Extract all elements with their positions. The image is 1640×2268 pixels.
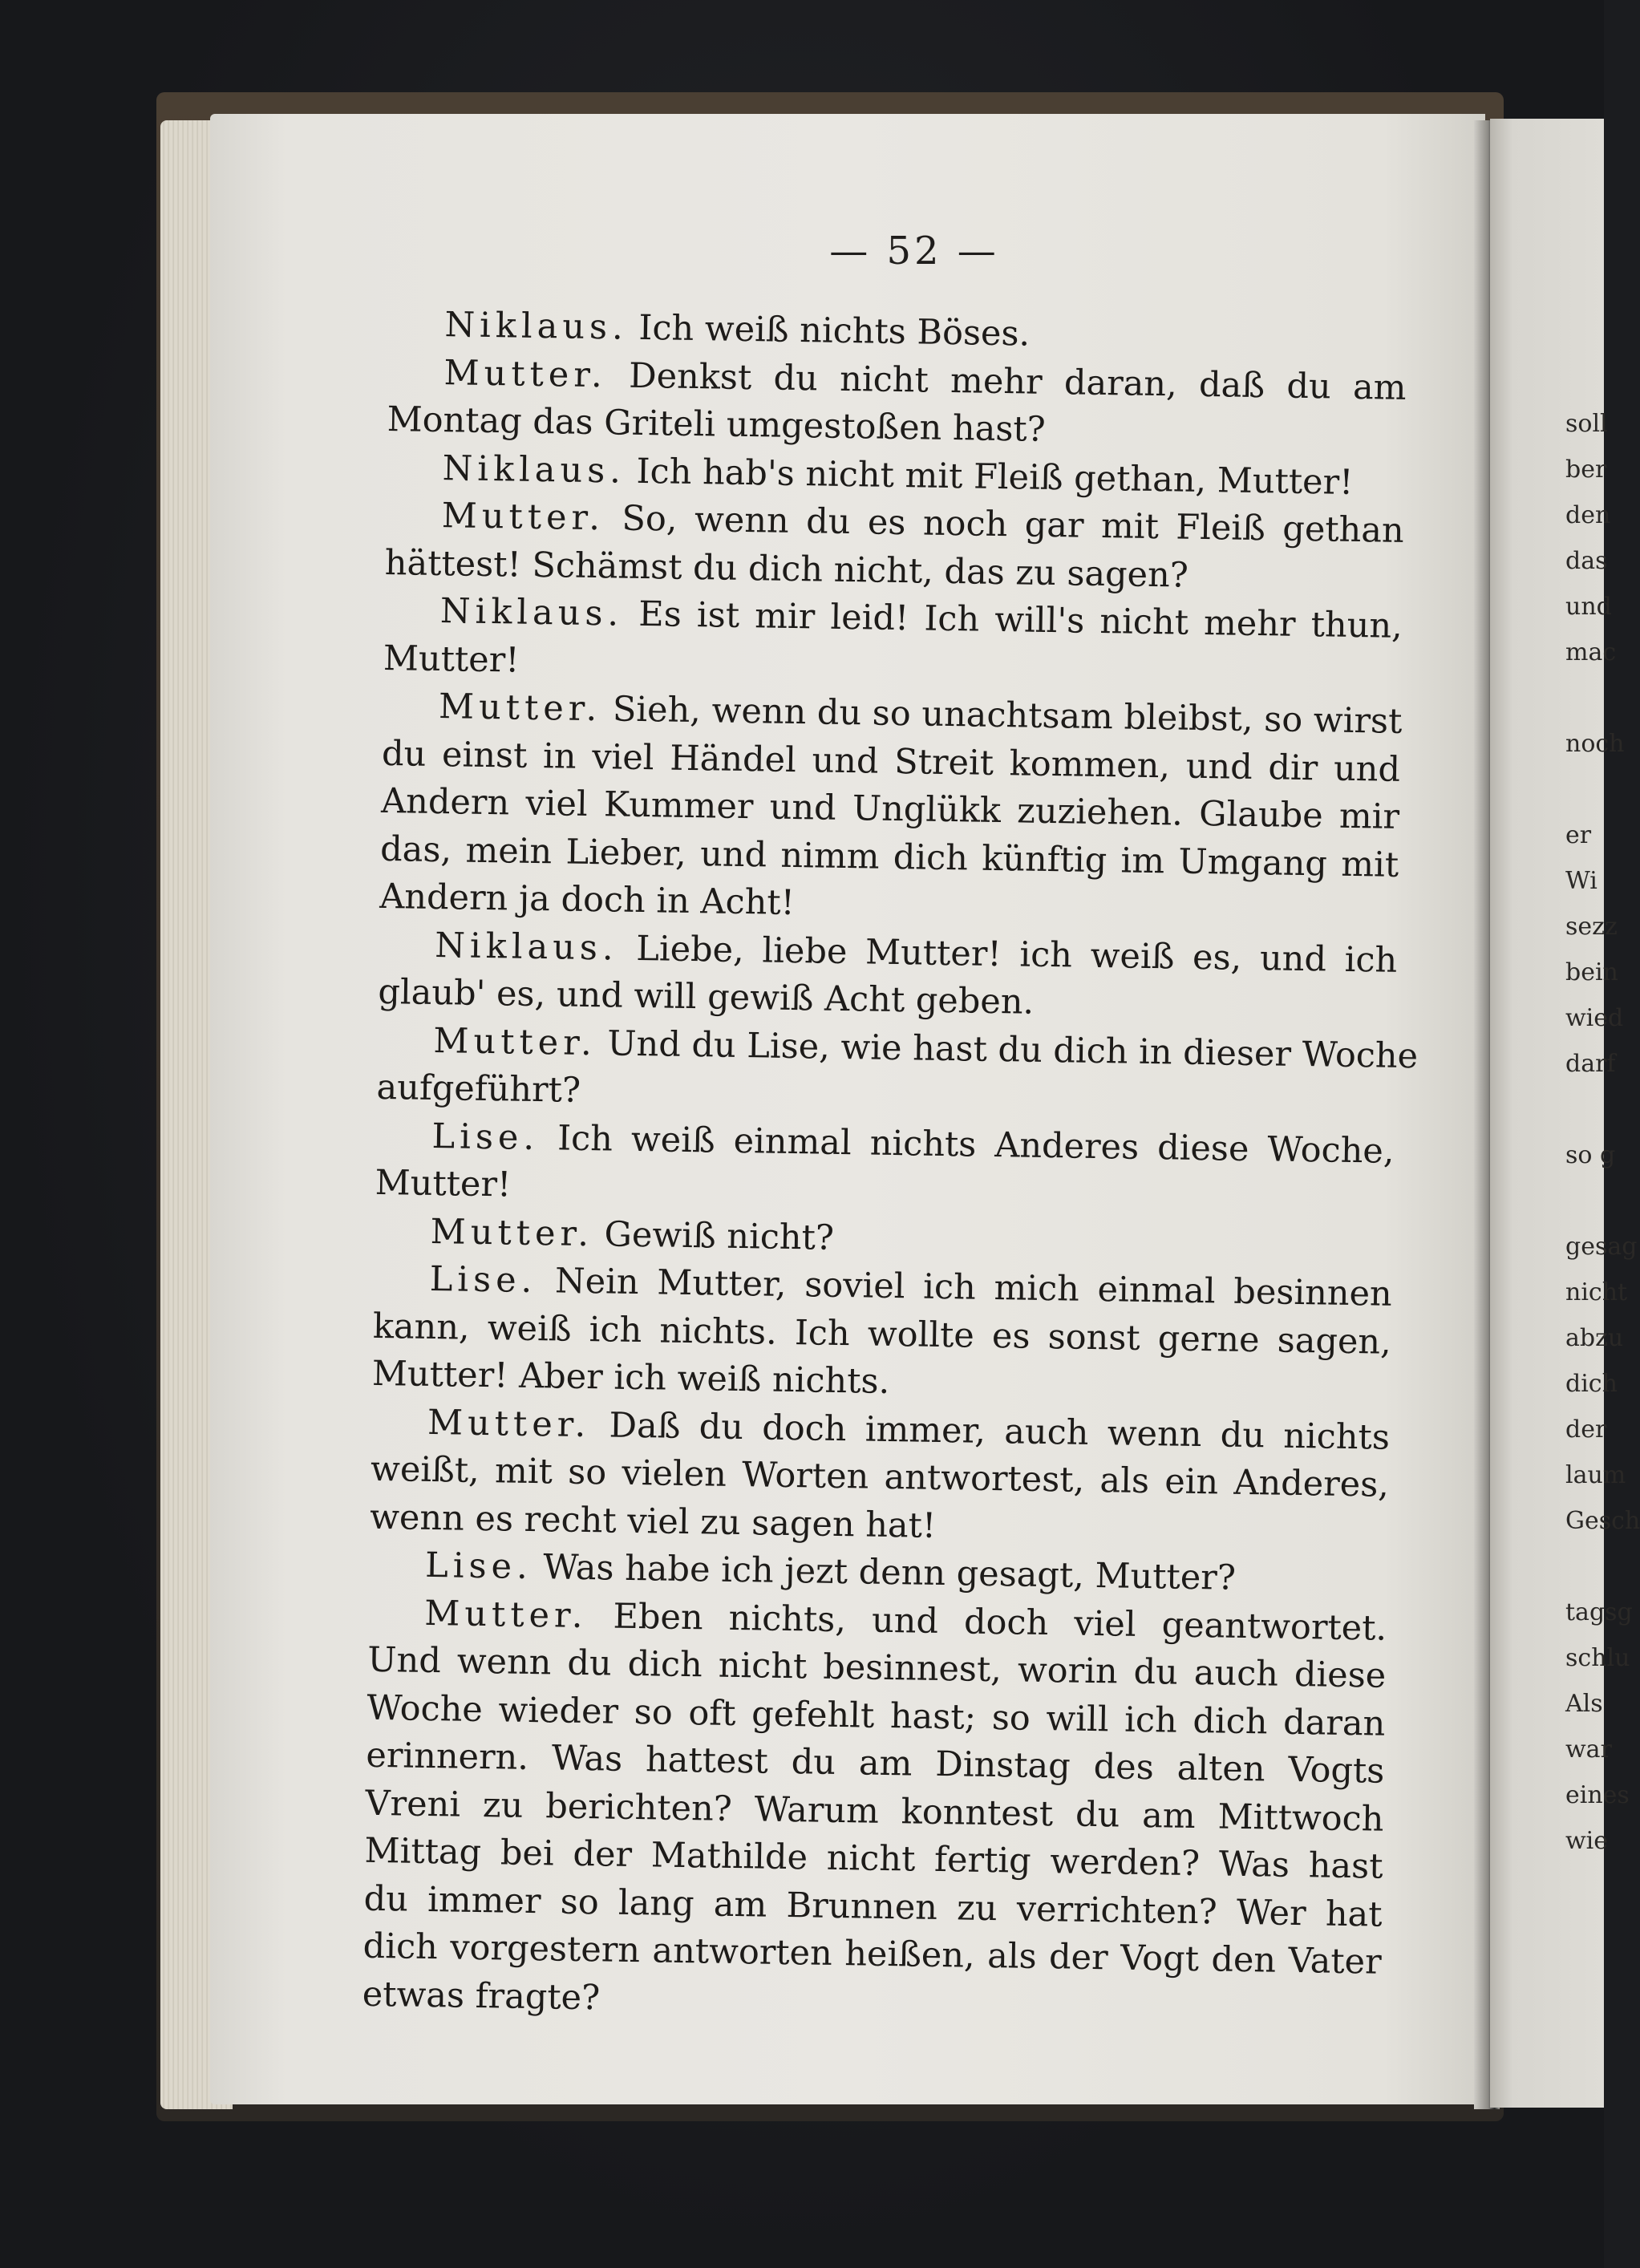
line-text: Sieh, wenn du so unachtsam bleibst, so wirst <box>601 689 1403 742</box>
page-number: — 52 — <box>829 229 999 273</box>
line-text: Mutter! <box>375 1162 512 1205</box>
right-page-fragment: soll <box>1565 410 1608 438</box>
line-text: Mutter! Aber ich weiß nichts. <box>371 1353 890 1402</box>
speaker-name: Mutter. <box>443 352 608 395</box>
right-page-fragment <box>1565 675 1614 721</box>
right-page-fragment: sezz <box>1565 913 1618 941</box>
line-text: Daß du doch immer, auch wenn du nichts <box>589 1404 1391 1458</box>
line-text: das, mein Lieber, und nimm dich künftig im Umgang mit <box>379 828 1399 885</box>
right-page-fragment: ber <box>1565 456 1607 484</box>
right-page-fragment: Wi <box>1565 867 1597 895</box>
right-page-fragment: nicht <box>1565 1278 1628 1306</box>
line-text: etwas fragte? <box>362 1974 601 2018</box>
right-page-fragment: tagsg <box>1565 1598 1633 1626</box>
line-text: Und du Lise, wie hast du dich in dieser Woche <box>596 1023 1419 1076</box>
right-page-fragment: eines <box>1565 1781 1630 1809</box>
speaker-name: Mutter. <box>438 686 602 730</box>
line-text: Vreni zu berichten? Warum konntest du am Mittwoch <box>365 1783 1384 1840</box>
right-page-fragment: mac <box>1565 638 1617 666</box>
line-text: Ich weiß einmal nichts Anderes diese Woche, <box>538 1117 1395 1172</box>
line-text: Gewiß nicht? <box>593 1213 835 1258</box>
line-text: Montag das Griteli umgestoßen hast? <box>387 399 1047 450</box>
speaker-name: Niklaus. <box>442 448 626 492</box>
right-page-fragment: Als <box>1565 1690 1603 1718</box>
line-text: erinnern. Was hattest du am Dinstag des alten Vogts <box>366 1735 1385 1792</box>
line-text: Und wenn du dich nicht besinnest, worin du auch diese <box>366 1639 1387 1696</box>
right-page-fragment <box>1565 1178 1614 1224</box>
speaker-name: Lise. <box>424 1545 533 1587</box>
line-text: du immer so lang am Brunnen zu verrichten? Wer hat <box>363 1878 1383 1935</box>
line-text: hättest! Schämst du dich nicht, das zu sagen? <box>384 542 1189 596</box>
line-text: wenn es recht viel zu sagen hat! <box>369 1496 937 1546</box>
right-page-fragment <box>1565 1087 1614 1132</box>
right-page-fragment: wied <box>1565 1004 1624 1032</box>
speaker-name: Mutter. <box>423 1593 588 1636</box>
line-text: Es ist mir leid! Ich will's nicht mehr thun, <box>622 593 1403 646</box>
right-page-fragment: gesag <box>1565 1233 1638 1261</box>
line-text: weißt, mit so vielen Worten antwortest, als ein Anderes, <box>370 1448 1390 1505</box>
right-page-fragment: dich <box>1565 1370 1618 1398</box>
right-page-fragment <box>1565 767 1614 812</box>
right-page-fragment: bein <box>1565 958 1618 986</box>
right-page-fragment: war <box>1565 1735 1612 1764</box>
line-text: Eben nichts, und doch viel geantwortet. <box>587 1595 1387 1649</box>
right-page-fragment: noch <box>1565 730 1625 758</box>
right-page-fragment: und <box>1565 593 1612 621</box>
line-text: Nein Mutter, soviel ich mich einmal besinnen <box>536 1261 1393 1314</box>
right-page-fragment: den <box>1565 501 1611 529</box>
speaker-name: Mutter. <box>430 1211 594 1254</box>
speaker-name: Niklaus. <box>444 305 629 348</box>
speaker-name: Niklaus. <box>434 925 619 969</box>
right-page-fragment: wie <box>1565 1827 1609 1855</box>
line-text: aufgeführt? <box>376 1067 581 1111</box>
line-text: So, wenn du es noch gar mit Fleiß gethan <box>604 498 1405 551</box>
right-page-fragment <box>1565 1544 1614 1590</box>
line-text: glaub' es, und will gewiß Acht geben. <box>378 971 1035 1023</box>
line-text: dich vorgestern antworten heißen, als der Vogt den Vater <box>362 1926 1383 1982</box>
line-text: Liebe, liebe Mutter! ich weiß es, und ich <box>618 928 1398 981</box>
right-page-fragment: abzu <box>1565 1324 1624 1352</box>
line-text: Ich hab's nicht mit Fleiß gethan, Mutter! <box>625 451 1354 503</box>
right-page-fragment: laum <box>1565 1461 1626 1489</box>
right-page-fragment: der <box>1565 1415 1607 1444</box>
speaker-name: Niklaus. <box>439 591 624 634</box>
right-page-fragment: das <box>1565 547 1608 575</box>
line-text: Andern viel Kummer und Unglükk zuziehen. Glaube mir <box>380 780 1400 837</box>
line-text: Woche wieder so oft gefehlt hast; so will ich dich daran <box>366 1687 1386 1744</box>
line-text: Andern ja doch in Acht! <box>379 876 796 924</box>
speaker-name: Lise. <box>431 1116 540 1158</box>
right-page-fragment: darf <box>1565 1050 1616 1078</box>
line-text: Denkst du nicht mehr daran, daß du am <box>606 354 1407 408</box>
right-page-fragment: so g <box>1565 1141 1616 1169</box>
text-block <box>362 301 1419 2035</box>
right-page-text <box>1565 401 1640 1864</box>
line-text: Mutter! <box>383 638 520 681</box>
line-text: Mittag bei der Mathilde nicht fertig werden? Was hast <box>364 1830 1383 1887</box>
right-page-fragment: Gesch <box>1565 1507 1640 1535</box>
line-text: Ich weiß nichts Böses. <box>627 307 1031 354</box>
speaker-name: Mutter. <box>441 496 605 539</box>
right-page-fragment: er <box>1565 821 1592 849</box>
right-page-fragment: schlu <box>1565 1644 1630 1672</box>
speaker-name: Lise. <box>429 1258 537 1302</box>
line-text: Was habe ich jezt denn gesagt, Mutter? <box>532 1547 1237 1598</box>
speaker-name: Mutter. <box>433 1020 597 1063</box>
line-text: kann, weiß ich nichts. Ich wollte es sonst gerne sagen, <box>372 1306 1392 1363</box>
line-text: du einst in viel Händel und Streit kommen, und dir und <box>381 733 1401 790</box>
speaker-name: Mutter. <box>427 1402 591 1445</box>
